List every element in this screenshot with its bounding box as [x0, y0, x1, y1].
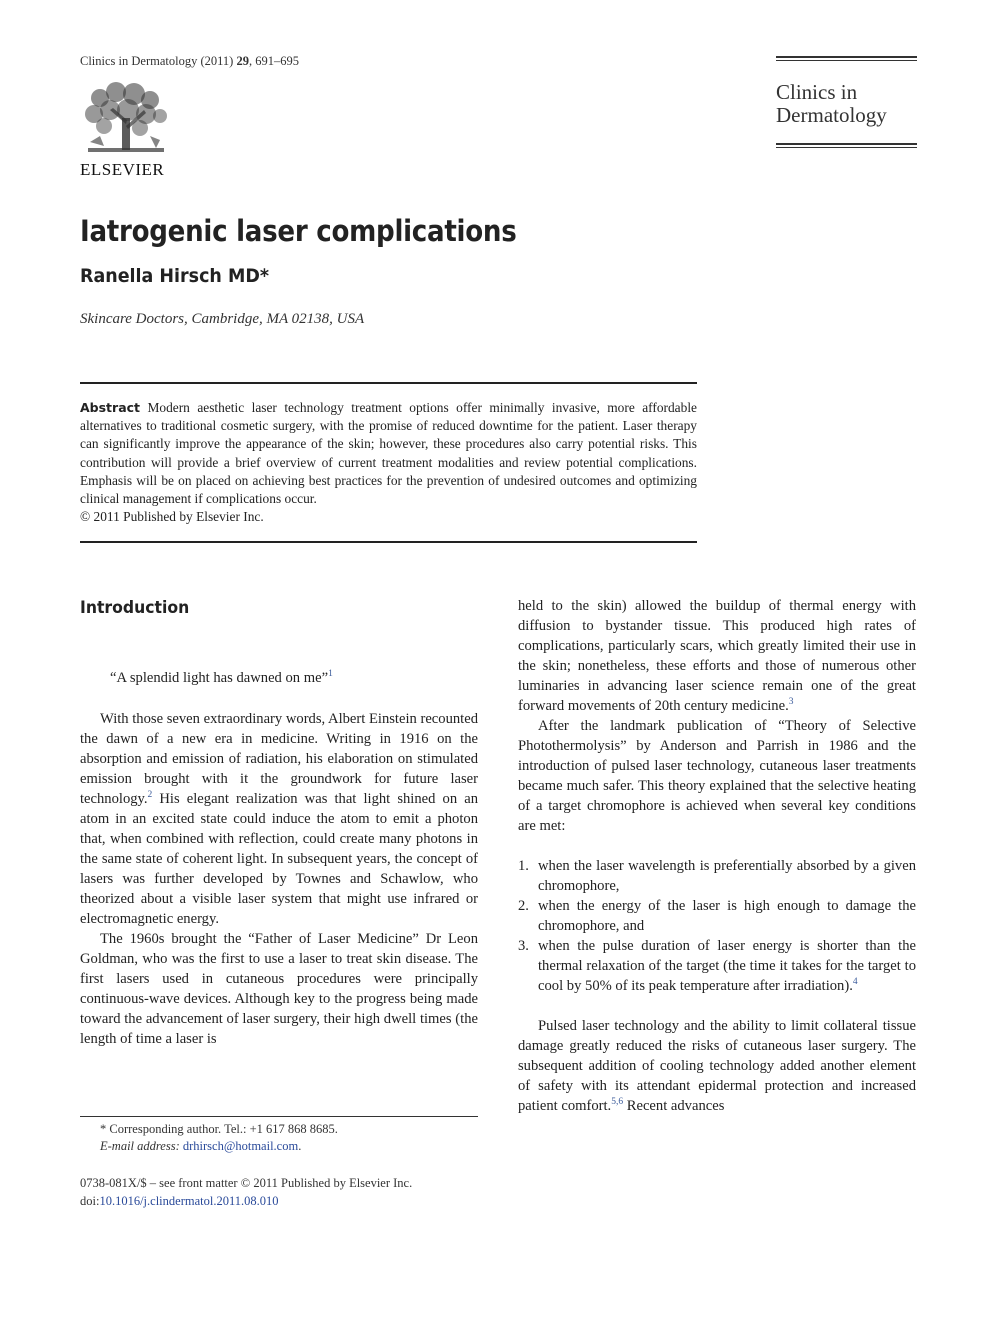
journal-name-line2: Dermatology: [776, 103, 887, 127]
reference-link[interactable]: 3: [788, 697, 794, 708]
condition-text: when the energy of the laser is high enough to damage the chromophore, and: [538, 898, 916, 934]
epigraph-quote: [110, 670, 333, 687]
citation-volume: 29: [236, 54, 249, 68]
journal-masthead: [776, 56, 917, 150]
citation-pages: , 691–695: [248, 54, 299, 68]
intro-paragraph-5-text-a: Pulsed laser technology and the ability to limit collateral tissue damage greatly reduced the risks of cutaneous laser surgery. The subsequent addition of cooling technology added another element of safety with its attendant epidermal protection and increased patient comfort.: [518, 1018, 916, 1114]
abstract-text: Modern aesthetic laser technology treatment options offer minimally invasive, more affordable alternatives to traditional cosmetic surgery, with the promise of reduced downtime for the patient. Laser therapy can significantly improve the appearance of the skin; however, these procedures also carry potential risks. This contribution will provide a brief overview of current treatment modalities and review potential complications. Emphasis will be on placed on achieving best practices for the prevention of undesired outcomes and optimizing clinical management if complications occur.: [80, 400, 697, 507]
condition-text: when the pulse duration of laser energy is shorter than the thermal relaxation of the target (the time it takes for the target to cool by 50% of its peak temperature after irradiation).: [538, 938, 916, 994]
email-link[interactable]: drhirsch@hotmail.com: [182, 1139, 299, 1153]
email-line: [80, 1138, 478, 1155]
article-author: Ranella Hirsch MD*: [80, 265, 270, 287]
reference-link[interactable]: 4: [852, 977, 858, 988]
journal-name-line1: Clinics in: [776, 80, 858, 104]
abstract-label: Abstract: [80, 400, 141, 415]
corresponding-author-line: * Corresponding author. Tel.: +1 617 868 8685.: [100, 1122, 338, 1136]
condition-text: when the laser wavelength is preferentially absorbed by a given chromophore,: [538, 858, 916, 894]
conditions-list: [518, 856, 916, 996]
email-end: .: [298, 1139, 302, 1153]
reference-link[interactable]: 5,6: [611, 1097, 624, 1108]
condition-number: 3.: [518, 938, 529, 954]
abstract-block: [80, 399, 697, 526]
intro-paragraph-4: After the landmark publication of “Theory of Selective Photothermolysis” by Anderson and Parrish in 1986 and the introduction of pulsed laser technology, cutaneous laser treatments became much safer. This theory explained that the selective heating of a target chromophore is achieved when several key conditions are met:: [518, 718, 916, 834]
condition-item-1: [518, 856, 916, 896]
publisher-logo-text: ELSEVIER: [80, 160, 165, 179]
author-affiliation: Skincare Doctors, Cambridge, MA 02138, USA: [80, 311, 365, 327]
journal-name: [776, 63, 917, 143]
condition-item-3: [518, 936, 916, 996]
intro-paragraph-1-text-b: His elegant realization was that light shined on an atom in an excited state could induce the atom to emit a photon that, when combined with reflection, could create many photons in the same state of coherent light. In subsequent years, the concept of lasers was further developed by Townes and Schawlow, who theorized about a visible laser system that might use infrared or electromagnetic energy.: [80, 791, 478, 927]
masthead-rule-top-thin: [776, 60, 917, 61]
masthead-rule-bottom-thin: [776, 147, 917, 148]
condition-number: 1.: [518, 858, 529, 874]
publisher-logo: [80, 80, 172, 180]
reference-link[interactable]: 2: [147, 790, 153, 801]
intro-paragraph-1-text-a: With those seven extraordinary words, Albert Einstein recounted the dawn of a new era in medicine. Writing in 1916 on the absorption and emission of radiation, his elaboration on stimulated emission brought with it the groundwork for future laser technology.: [80, 711, 478, 807]
citation-journal: Clinics in Dermatology (2011): [80, 54, 234, 68]
doi-line: [80, 1192, 412, 1210]
doi-label: doi:: [80, 1194, 100, 1208]
intro-paragraph-5-text-b: Recent advances: [623, 1098, 725, 1114]
reference-link[interactable]: 1: [328, 669, 333, 680]
footnote-rule: [80, 1116, 478, 1117]
intro-paragraph-3: [518, 596, 916, 716]
masthead-rule-top: [776, 56, 917, 58]
intro-paragraph-2: The 1960s brought the “Father of Laser Medicine” Dr Leon Goldman, who was the first to use a laser to treat skin disease. The first lasers used in cutaneous procedures were principally continuous-wave devices. Although key to the progress being made toward the advancement of laser surgery, their high dwell times (the length of time a laser is: [80, 931, 478, 1047]
right-column: [518, 596, 916, 1116]
masthead-rule-bottom: [776, 143, 917, 145]
abstract-rule-bottom: [80, 541, 697, 543]
abstract-rule-top: [80, 382, 697, 384]
article-title: Iatrogenic laser complications: [80, 214, 517, 248]
condition-item-2: [518, 896, 916, 936]
email-label: E-mail address:: [100, 1139, 180, 1153]
elsevier-tree-icon: [80, 80, 172, 158]
intro-paragraph-1: [80, 709, 478, 929]
section-heading-introduction: Introduction: [80, 598, 190, 618]
condition-number: 2.: [518, 898, 529, 914]
doi-link[interactable]: 10.1016/j.clindermatol.2011.08.010: [99, 1194, 279, 1208]
left-column: [80, 709, 478, 1049]
abstract-copyright: © 2011 Published by Elsevier Inc.: [80, 509, 264, 525]
intro-paragraph-3-text: held to the skin) allowed the buildup of thermal energy with diffusion to bystander tissue. This produced high rates of complications, particularly scars, which greatly limited their use in the skin; nonetheless, these efforts and those of numerous other luminaries in advancing laser science remain one of the great forward movements of 20th century medicine.: [518, 598, 916, 714]
journal-citation: [80, 54, 299, 69]
front-matter: [80, 1174, 412, 1210]
intro-paragraph-5: [518, 1016, 916, 1116]
issn-line: 0738-081X/$ – see front matter © 2011 Published by Elsevier Inc.: [80, 1176, 413, 1190]
epigraph-text: “A splendid light has dawned on me”: [110, 670, 329, 686]
corresponding-author-footnote: [80, 1116, 478, 1155]
